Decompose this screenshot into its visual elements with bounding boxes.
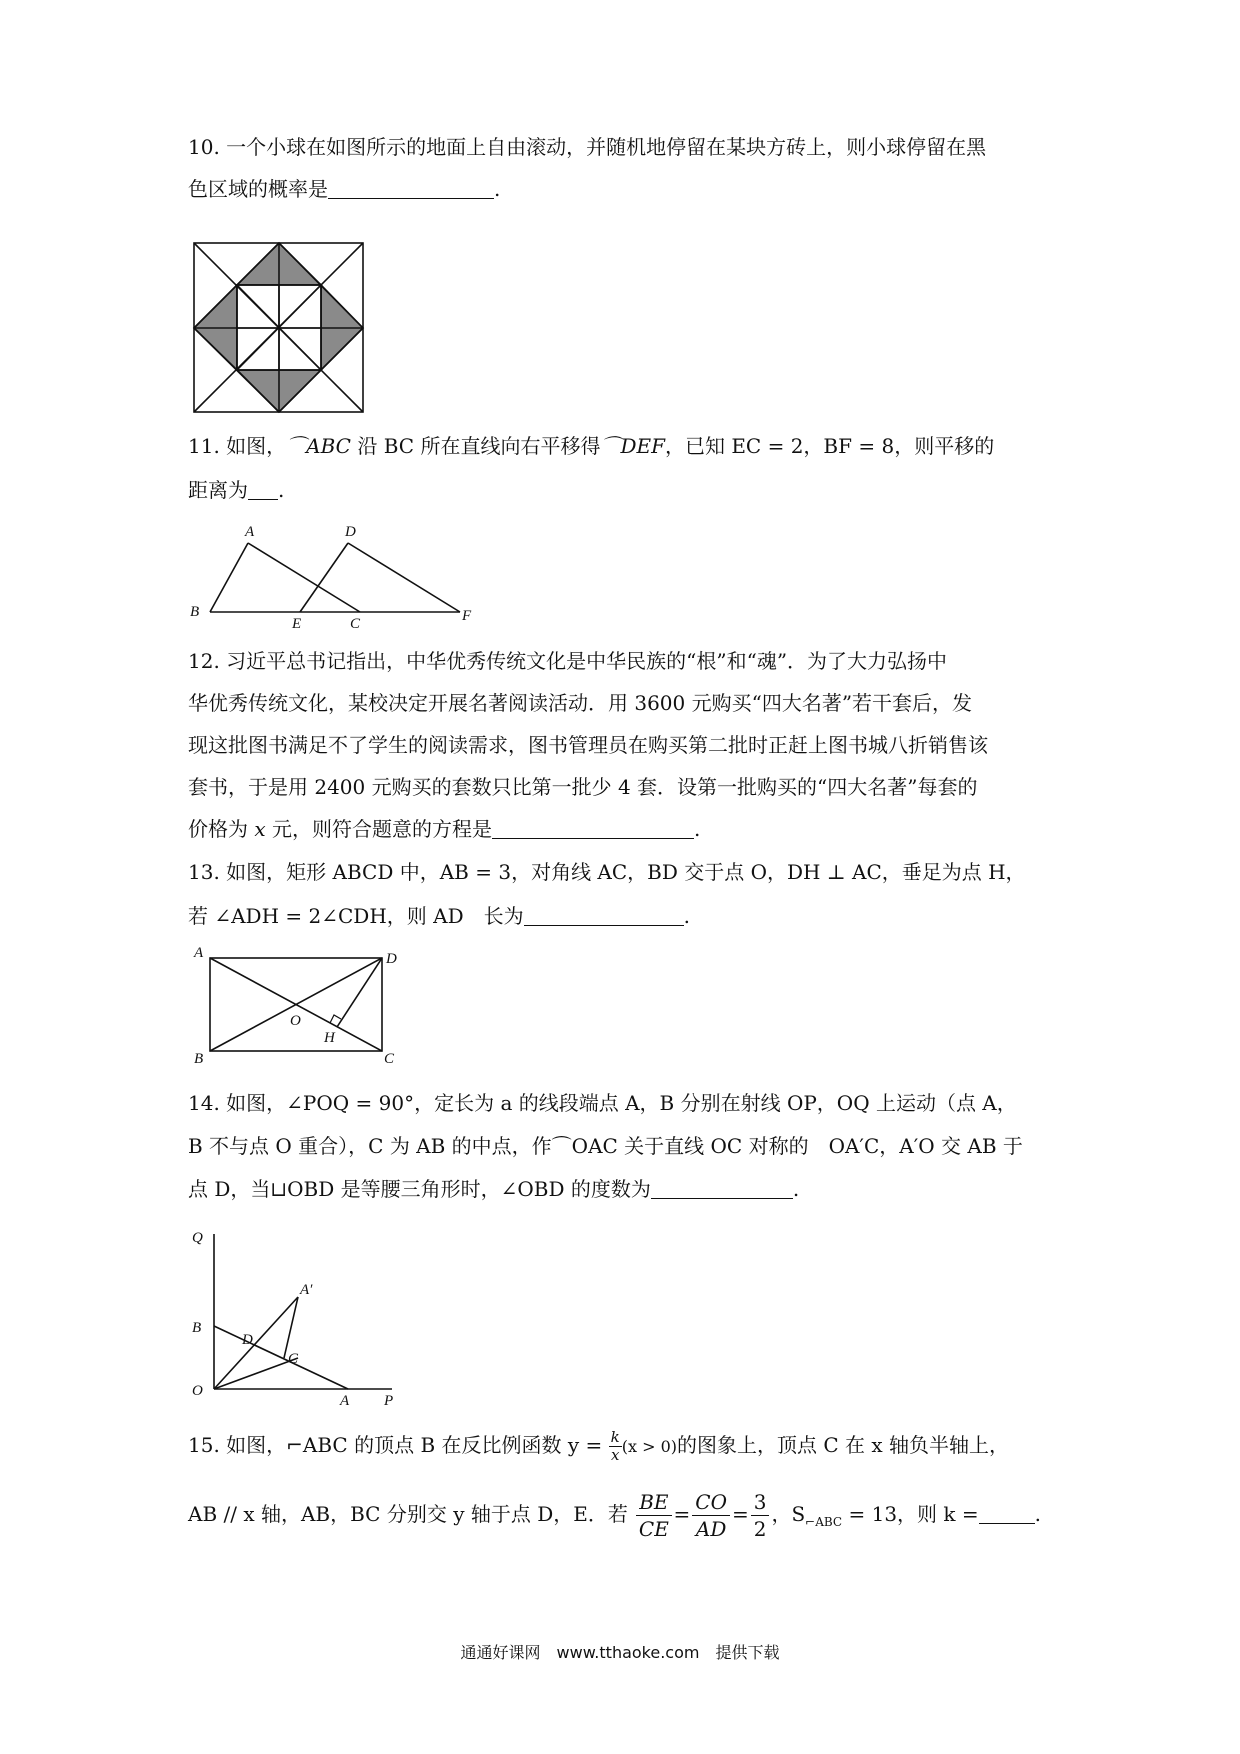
q10-line2: [188, 175, 1068, 203]
q15-end: .: [1034, 1502, 1041, 1526]
q11-translation-figure: [190, 520, 480, 630]
q10-tile-figure: [193, 242, 365, 414]
q15-x: x: [610, 1446, 620, 1464]
q14-label-o: O: [192, 1383, 203, 1399]
q11-end: .: [278, 478, 285, 502]
q12-line5: [188, 815, 1068, 843]
q13-label-o: O: [290, 1013, 301, 1029]
q12-line2: 华优秀传统文化，某校决定开展名著阅读活动．用 3600 元购买“四大名著”若干套后，发: [188, 691, 973, 715]
q14-label-a: A: [340, 1393, 350, 1409]
q12-text-a: 价格为: [188, 817, 255, 841]
q15-text-c: AB // x 轴，AB，BC 分别交 y 轴于点 D，E．若: [188, 1502, 628, 1526]
q14-label-b: B: [192, 1320, 202, 1336]
q15-f1-den: CE: [638, 1517, 669, 1541]
q15-line2: [188, 1484, 1068, 1544]
q15-fraction-be-ce: [636, 1489, 671, 1542]
q11-line1: [188, 432, 1068, 460]
q15-answer-blank: [979, 1505, 1035, 1524]
q15-line1: [188, 1426, 1068, 1466]
q11-label-d: D: [345, 524, 356, 540]
q15-text-b: 的图象上，顶点 C 在 x 轴负半轴上，: [677, 1433, 1010, 1457]
q11-label-e: E: [292, 616, 302, 632]
q10-line1: 10. 一个小球在如图所示的地面上自由滚动，并随机地停留在某块方砖上，则小球停留在黑: [188, 135, 987, 159]
q13-label-a: A: [194, 945, 204, 961]
q13-label-d: D: [386, 951, 397, 967]
q15-text-a: 15. 如图，⌐ABC 的顶点 B 在反比例函数 y =: [188, 1433, 603, 1457]
q11-triangle-def: ⌒DEF: [600, 434, 665, 458]
q12-line4: 套书，于是用 2400 元购买的套数只比第一批少 4 套．设第一批购买的“四大名著”每套的: [188, 775, 978, 799]
q11-label-b: B: [190, 604, 200, 620]
q11-label-c: C: [350, 616, 361, 632]
q13-line1: 13. 如图，矩形 ABCD 中，AB = 3，对角线 AC，BD 交于点 O，DH ⊥ AC，垂足为点 H，: [188, 860, 1026, 884]
q15-f2-num: CO: [692, 1489, 730, 1516]
q14-label-c: C: [288, 1351, 299, 1367]
q10-text: 色区域的概率是: [188, 177, 328, 201]
q13-label-c: C: [384, 1051, 395, 1067]
q10-answer-blank: [328, 180, 494, 199]
q14-line2: B 不与点 O 重合），C 为 AB 的中点，作⌒OAC 关于直线 OC 对称的 OA′C，A′O 交 AB 于: [188, 1134, 1023, 1158]
q12-var-x: x: [254, 817, 266, 841]
q11-text: 距离为: [188, 478, 248, 502]
q14-line1: 14. 如图，∠POQ = 90°，定长为 a 的线段端点 A，B 分别在射线 OP，OQ 上运动（点 A，: [188, 1091, 1017, 1115]
q11-label-a: A: [245, 524, 255, 540]
q12-text-b: 元，则符合题意的方程是: [265, 817, 492, 841]
q12-end: .: [694, 817, 701, 841]
q14-line3: [188, 1175, 1068, 1203]
q12-line3: 现这批图书满足不了学生的阅读需求，图书管理员在购买第二批时正赶上图书城八折销售该: [188, 733, 988, 757]
q14-ray-figure: [188, 1222, 418, 1407]
q11-triangle-abc: ⌒ABC: [286, 434, 351, 458]
q13-line2: [188, 902, 1068, 930]
q12-line1: 12. 习近平总书记指出，中华优秀传统文化是中华民族的“根”和“魂”．为了大力弘扬中: [188, 649, 948, 673]
q11-answer-blank: [248, 481, 278, 500]
q15-f1-num: BE: [636, 1489, 671, 1516]
q15-f3-den: 2: [753, 1517, 767, 1541]
q15-fraction-k-over-x: [609, 1429, 622, 1464]
q13-text: 若 ∠ADH = 2∠CDH，则 AD 长为: [188, 904, 524, 928]
q11-text-c: ，已知 EC = 2，BF = 8，则平移的: [664, 434, 995, 458]
q11-text-b: 沿 BC 所在直线向右平移得: [351, 434, 601, 458]
q14-label-p: P: [384, 1393, 394, 1409]
q14-label-q: Q: [192, 1230, 203, 1246]
q15-fraction-co-ad: [692, 1489, 730, 1542]
q15-s-subscript: ⌐ABC: [805, 1515, 843, 1529]
q15-s-label: ，S: [771, 1502, 806, 1526]
q15-eq2: =: [731, 1502, 749, 1526]
q14-label-a-prime: A′: [300, 1282, 313, 1298]
q15-eq1: =: [673, 1502, 691, 1526]
q15-k: k: [610, 1428, 620, 1446]
q14-answer-blank: [651, 1180, 793, 1199]
q14-end: .: [792, 1177, 800, 1201]
q13-end: .: [683, 904, 690, 928]
q11-label-f: F: [462, 608, 472, 624]
q13-label-b: B: [194, 1051, 204, 1067]
q11-line2: [188, 476, 1068, 504]
q15-fraction-3-over-2: [751, 1489, 770, 1542]
q13-rectangle-figure: [190, 945, 410, 1070]
q13-label-h: H: [324, 1030, 335, 1046]
q15-f3-num: 3: [751, 1489, 770, 1516]
q15-f2-den: AD: [695, 1517, 727, 1541]
q15-condition: (x > 0): [621, 1437, 677, 1456]
q14-label-d: D: [242, 1332, 253, 1348]
q10-end: .: [494, 177, 501, 201]
q15-text-d: = 13，则 k =: [842, 1502, 979, 1526]
q12-answer-blank: [492, 820, 694, 839]
footer-credit: 通通好课网 www.tthaoke.com 提供下载: [460, 1643, 780, 1662]
q11-text-a: 11. 如图，: [188, 434, 287, 458]
q13-answer-blank: [524, 907, 684, 926]
q14-text: 点 D，当⊔OBD 是等腰三角形时，∠OBD 的度数为: [188, 1177, 651, 1201]
